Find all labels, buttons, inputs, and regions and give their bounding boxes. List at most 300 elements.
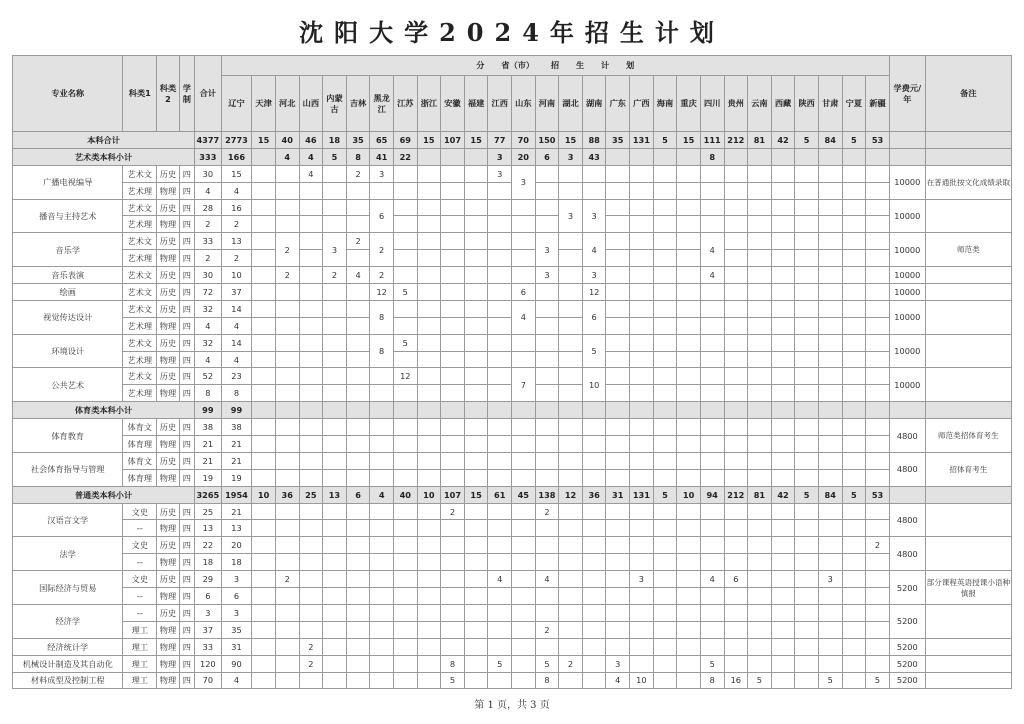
province-count [771, 250, 795, 267]
province-count [559, 554, 583, 571]
province-count [252, 469, 276, 486]
province-count [842, 604, 866, 621]
province-count [842, 436, 866, 453]
province-count [252, 165, 276, 182]
province-count [866, 216, 890, 233]
province-count: 38 [221, 419, 252, 436]
major-name: 视觉传达设计 [13, 300, 123, 334]
province-count [724, 216, 748, 233]
province-count [252, 436, 276, 453]
province-count: 14 [221, 300, 252, 317]
province-count [559, 368, 583, 385]
province-count [323, 436, 347, 453]
note-cell: 师范类招体育考生 [925, 419, 1011, 453]
province-count [748, 452, 772, 469]
province-count [464, 571, 488, 588]
province-count: 42 [771, 486, 795, 503]
province-count: 5 [818, 672, 842, 689]
province-count [795, 638, 819, 655]
province-count: 31 [221, 638, 252, 655]
row-total: 28 [195, 199, 222, 216]
province-count [653, 672, 677, 689]
category-1: -- [123, 588, 157, 605]
province-count [535, 469, 559, 486]
province-count [677, 419, 701, 436]
province-count [724, 351, 748, 368]
province-count [488, 402, 512, 419]
province-count [464, 672, 488, 689]
province-count [464, 385, 488, 402]
province-count [488, 284, 512, 301]
col-header-province: 西藏 [771, 76, 795, 132]
province-count: 10 [677, 486, 701, 503]
province-count [464, 368, 488, 385]
province-count [512, 537, 536, 554]
province-count: 8 [370, 300, 394, 334]
province-count [323, 334, 347, 351]
province-count [323, 604, 347, 621]
province-count [252, 351, 276, 368]
category-2: 历史 [157, 267, 180, 284]
category-1: -- [123, 520, 157, 537]
province-count: 5 [393, 334, 417, 351]
province-count [795, 621, 819, 638]
province-count [842, 402, 866, 419]
province-count [346, 672, 370, 689]
province-count [299, 199, 323, 216]
province-count [488, 419, 512, 436]
province-count [417, 216, 441, 233]
province-count [866, 351, 890, 368]
province-count [771, 351, 795, 368]
province-count [771, 317, 795, 334]
province-count [275, 537, 299, 554]
row-total: 6 [195, 588, 222, 605]
province-count [700, 537, 724, 554]
province-count [795, 419, 819, 436]
province-count [866, 402, 890, 419]
province-count [818, 334, 842, 351]
province-count [748, 351, 772, 368]
province-count [323, 300, 347, 317]
province-count [818, 621, 842, 638]
table-row [13, 233, 1012, 250]
province-count: 5 [535, 655, 559, 672]
province-count [252, 621, 276, 638]
province-count [842, 216, 866, 233]
category-1: 艺术理 [123, 182, 157, 199]
province-count: 15 [677, 132, 701, 149]
category-2: 物理 [157, 216, 180, 233]
province-count [275, 385, 299, 402]
province-count [441, 284, 465, 301]
province-count: 61 [488, 486, 512, 503]
province-count [653, 233, 677, 250]
province-count [441, 317, 465, 334]
row-label: 体育类本科小计 [13, 402, 195, 419]
province-count: 5 [700, 655, 724, 672]
category-1: 艺术理 [123, 216, 157, 233]
col-header-province: 贵州 [724, 76, 748, 132]
province-count: 70 [512, 132, 536, 149]
province-count [417, 317, 441, 334]
study-years: 四 [179, 604, 194, 621]
province-count: 4 [275, 148, 299, 165]
province-count [275, 199, 299, 216]
note-cell [925, 486, 1011, 503]
table-row [13, 419, 1012, 436]
province-count: 15 [464, 486, 488, 503]
province-count [771, 621, 795, 638]
province-count [842, 267, 866, 284]
province-count [771, 588, 795, 605]
province-count [323, 452, 347, 469]
province-count: 4 [700, 267, 724, 284]
province-count [512, 250, 536, 267]
fee-cell: 5200 [889, 571, 925, 605]
province-count [771, 537, 795, 554]
province-count [606, 588, 630, 605]
province-count [346, 436, 370, 453]
province-count [346, 250, 370, 267]
province-count [630, 604, 654, 621]
province-count [323, 655, 347, 672]
province-count [842, 638, 866, 655]
province-count: 4 [221, 182, 252, 199]
province-count [346, 402, 370, 419]
row-total: 38 [195, 419, 222, 436]
province-count: 13 [221, 233, 252, 250]
col-header-province: 吉林 [346, 76, 370, 132]
province-count [866, 317, 890, 334]
table-row [13, 334, 1012, 351]
province-count [370, 419, 394, 436]
col-header-note: 备注 [925, 56, 1011, 132]
province-count: 5 [748, 672, 772, 689]
province-count: 5 [653, 486, 677, 503]
fee-cell: 4800 [889, 452, 925, 486]
province-count [535, 537, 559, 554]
province-count [630, 520, 654, 537]
province-count [464, 233, 488, 250]
table-row [13, 604, 1012, 621]
study-years: 四 [179, 334, 194, 351]
province-count [299, 250, 323, 267]
col-header-province: 甘肃 [818, 76, 842, 132]
province-count [252, 199, 276, 216]
province-count [393, 621, 417, 638]
category-2: 物理 [157, 469, 180, 486]
province-count: 12 [559, 486, 583, 503]
province-count [842, 351, 866, 368]
province-count [630, 250, 654, 267]
table-row [13, 165, 1012, 182]
province-count [724, 604, 748, 621]
province-count [393, 300, 417, 317]
note-cell [925, 368, 1011, 402]
row-total: 3 [195, 604, 222, 621]
category-2: 物理 [157, 182, 180, 199]
province-count [748, 165, 772, 182]
province-count [818, 233, 842, 250]
category-1: 艺术文 [123, 233, 157, 250]
province-count: 5 [795, 132, 819, 149]
province-count [700, 334, 724, 351]
row-label: 艺术类本科小计 [13, 148, 195, 165]
province-count [582, 419, 606, 436]
province-count [700, 520, 724, 537]
province-count [464, 216, 488, 233]
admission-plan-table [12, 55, 1012, 689]
province-count: 138 [535, 486, 559, 503]
province-count [771, 503, 795, 520]
major-name: 机械设计制造及其自动化 [13, 655, 123, 672]
province-count [653, 554, 677, 571]
province-count [488, 621, 512, 638]
province-count [464, 537, 488, 554]
col-header-cat2: 科类2 [157, 56, 180, 132]
province-count [488, 469, 512, 486]
province-count [559, 300, 583, 317]
province-count [630, 300, 654, 317]
province-count [842, 385, 866, 402]
province-count [417, 469, 441, 486]
province-count [724, 452, 748, 469]
province-count [275, 216, 299, 233]
category-2: 历史 [157, 368, 180, 385]
province-count: 2 [535, 621, 559, 638]
province-count [842, 368, 866, 385]
province-count [795, 655, 819, 672]
category-1: 艺术理 [123, 317, 157, 334]
province-count [299, 537, 323, 554]
province-count [582, 571, 606, 588]
province-count [299, 182, 323, 199]
province-count [512, 655, 536, 672]
province-count [370, 537, 394, 554]
row-total: 33 [195, 638, 222, 655]
province-count: 3 [630, 571, 654, 588]
province-count: 25 [299, 486, 323, 503]
province-count [724, 554, 748, 571]
province-count [370, 503, 394, 520]
province-count [866, 503, 890, 520]
province-count [606, 351, 630, 368]
province-count [795, 503, 819, 520]
fee-cell: 10000 [889, 199, 925, 233]
province-count [724, 537, 748, 554]
province-count [275, 672, 299, 689]
subtotal-row [13, 148, 1012, 165]
category-1: 艺术文 [123, 368, 157, 385]
province-count [818, 469, 842, 486]
province-count [771, 334, 795, 351]
province-count [559, 571, 583, 588]
province-count [346, 452, 370, 469]
province-count [795, 148, 819, 165]
province-count [464, 436, 488, 453]
province-count: 53 [866, 486, 890, 503]
province-count [677, 385, 701, 402]
province-count [795, 165, 819, 182]
province-count: 3 [606, 655, 630, 672]
province-count [818, 402, 842, 419]
province-count [275, 419, 299, 436]
province-count [818, 554, 842, 571]
province-count [818, 317, 842, 334]
province-count [299, 351, 323, 368]
province-count [795, 452, 819, 469]
province-count [677, 368, 701, 385]
study-years: 四 [179, 452, 194, 469]
province-count [535, 216, 559, 233]
province-count [464, 165, 488, 182]
province-count: 2 [275, 233, 299, 267]
province-count [346, 368, 370, 385]
table-row [13, 452, 1012, 469]
category-1: 艺术理 [123, 385, 157, 402]
province-count [866, 385, 890, 402]
province-count [299, 436, 323, 453]
province-count [488, 250, 512, 267]
province-count [346, 284, 370, 301]
province-count [866, 436, 890, 453]
note-cell [925, 537, 1011, 571]
province-count [559, 588, 583, 605]
province-count [795, 317, 819, 334]
province-count [630, 588, 654, 605]
fee-cell: 4800 [889, 419, 925, 453]
province-count: 212 [724, 132, 748, 149]
province-count [252, 250, 276, 267]
row-total: 29 [195, 571, 222, 588]
province-count [630, 554, 654, 571]
province-count [488, 267, 512, 284]
province-count: 10 [417, 486, 441, 503]
province-count [630, 655, 654, 672]
province-count [866, 571, 890, 588]
province-count [748, 300, 772, 317]
province-count [275, 351, 299, 368]
study-years: 四 [179, 216, 194, 233]
province-count [346, 199, 370, 216]
col-header-total: 合计 [195, 56, 222, 132]
province-count [866, 199, 890, 216]
province-count [512, 672, 536, 689]
province-count [866, 588, 890, 605]
row-total: 2 [195, 216, 222, 233]
fee-cell [889, 402, 925, 419]
province-count [559, 672, 583, 689]
province-count [275, 503, 299, 520]
province-count [653, 284, 677, 301]
province-count [724, 385, 748, 402]
province-count [299, 334, 323, 351]
province-count: 6 [535, 148, 559, 165]
province-count [488, 317, 512, 334]
province-count [323, 520, 347, 537]
province-count [653, 267, 677, 284]
category-2: 物理 [157, 638, 180, 655]
province-count: 15 [221, 165, 252, 182]
category-1: 体育理 [123, 469, 157, 486]
row-total: 30 [195, 165, 222, 182]
province-count [417, 233, 441, 250]
study-years: 四 [179, 655, 194, 672]
province-count [653, 165, 677, 182]
province-count [323, 537, 347, 554]
province-count [818, 250, 842, 267]
province-count: 5 [842, 132, 866, 149]
category-2: 物理 [157, 317, 180, 334]
province-count [582, 554, 606, 571]
row-label: 本科合计 [13, 132, 195, 149]
province-count [464, 284, 488, 301]
province-count [630, 148, 654, 165]
province-count [535, 520, 559, 537]
province-count [393, 469, 417, 486]
row-total: 32 [195, 300, 222, 317]
province-count: 18 [221, 554, 252, 571]
fee-cell: 10000 [889, 284, 925, 301]
province-count [606, 520, 630, 537]
province-count [748, 436, 772, 453]
province-count: 3 [559, 148, 583, 165]
major-name: 国际经济与贸易 [13, 571, 123, 605]
province-count [630, 368, 654, 385]
province-count [795, 402, 819, 419]
province-count [606, 537, 630, 554]
province-count [771, 402, 795, 419]
province-count [582, 503, 606, 520]
major-name: 材料成型及控制工程 [13, 672, 123, 689]
province-count: 21 [221, 452, 252, 469]
province-count [748, 317, 772, 334]
major-name: 音乐表演 [13, 267, 123, 284]
study-years: 四 [179, 267, 194, 284]
province-count [559, 165, 583, 182]
province-count [818, 537, 842, 554]
province-count [464, 351, 488, 368]
province-count [370, 469, 394, 486]
province-count [559, 452, 583, 469]
province-count [512, 554, 536, 571]
province-count [771, 419, 795, 436]
province-count [299, 385, 323, 402]
study-years: 四 [179, 199, 194, 216]
province-count: 3 [221, 604, 252, 621]
province-count [535, 554, 559, 571]
province-count: 31 [606, 486, 630, 503]
province-count [512, 402, 536, 419]
province-count [323, 638, 347, 655]
province-count [252, 233, 276, 250]
province-count: 14 [221, 334, 252, 351]
province-count [677, 182, 701, 199]
province-count [842, 537, 866, 554]
province-count [512, 233, 536, 250]
category-1: 文史 [123, 537, 157, 554]
province-count: 5 [488, 655, 512, 672]
province-count [441, 588, 465, 605]
province-count [488, 334, 512, 351]
province-count: 6 [724, 571, 748, 588]
province-count [795, 284, 819, 301]
province-count [393, 267, 417, 284]
province-count [393, 520, 417, 537]
province-count [441, 199, 465, 216]
province-count [252, 148, 276, 165]
